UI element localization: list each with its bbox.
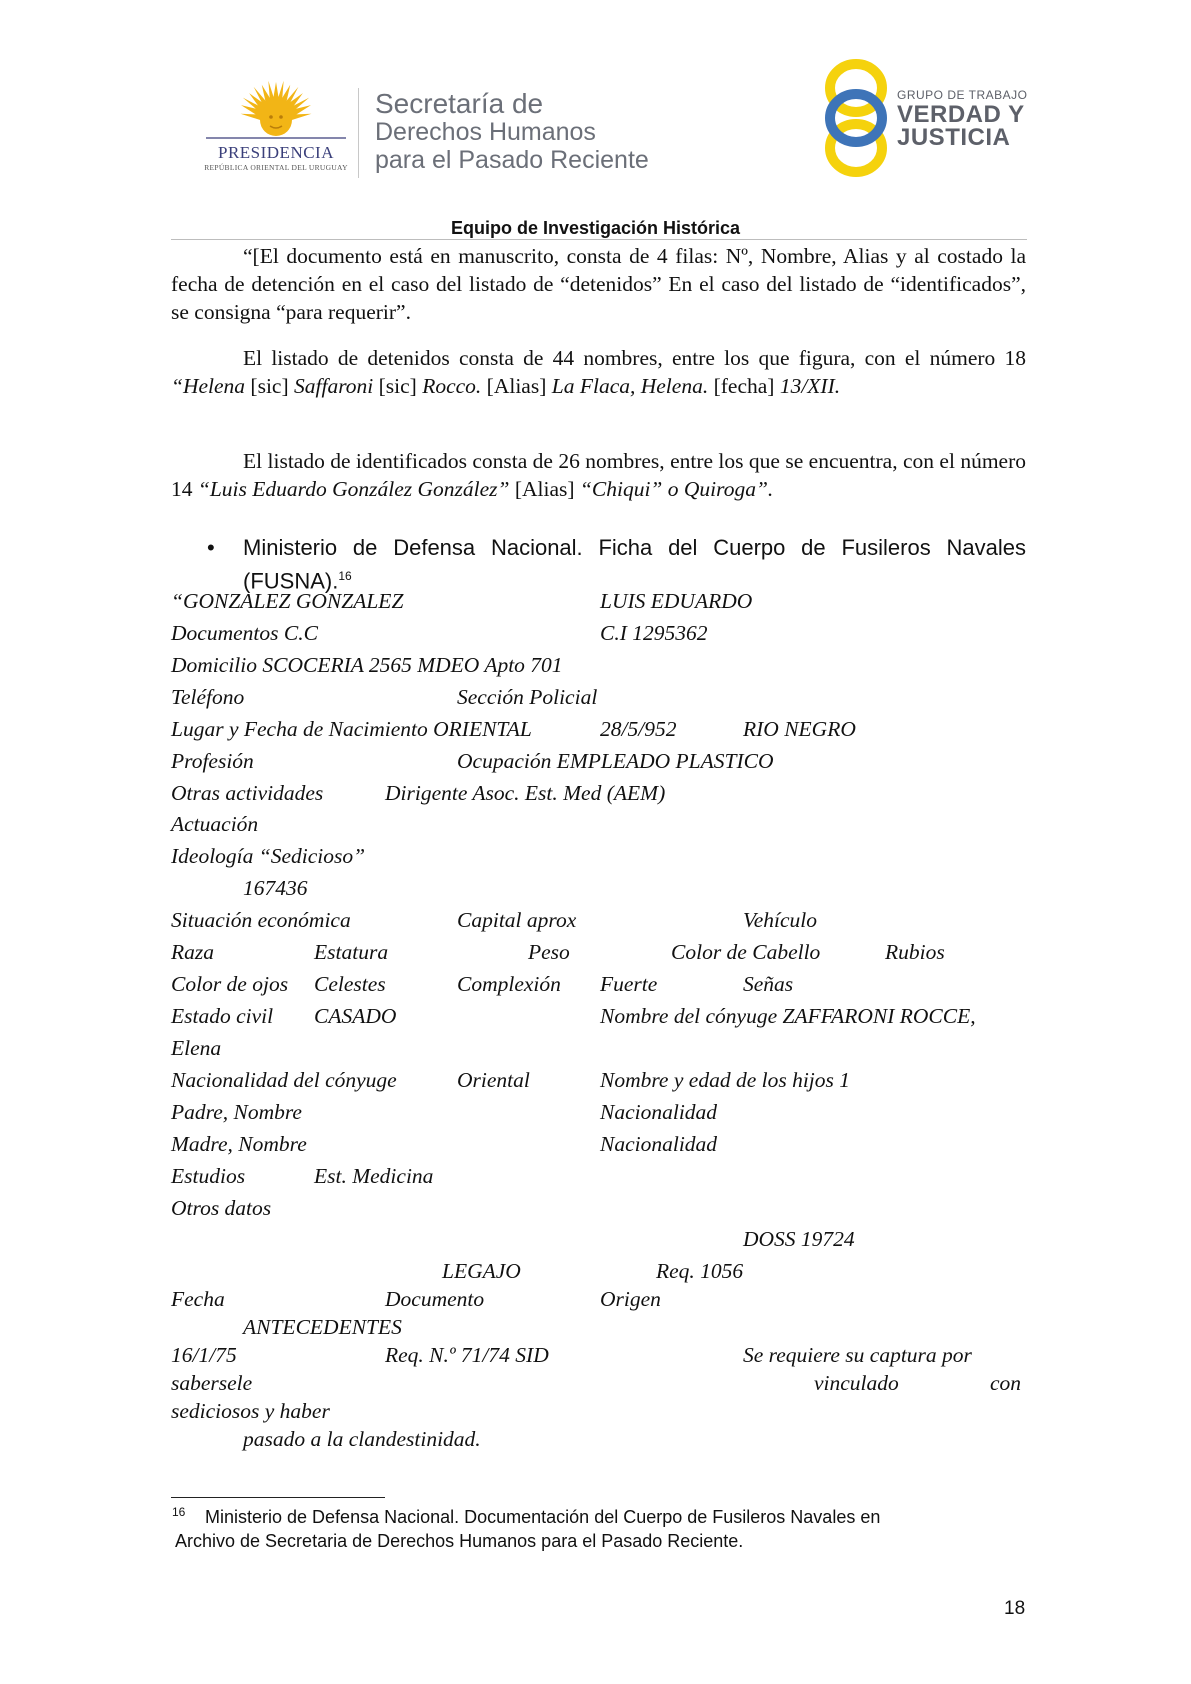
bullet-dot-icon: •	[207, 535, 215, 560]
fusna-field: Señas	[743, 972, 794, 996]
p3-text-a: El listado de identificados consta de 26 nombres, entre los que se encuentra, con el número 14	[171, 449, 1026, 501]
header-rule	[171, 239, 1027, 240]
team-title: Equipo de Investigación Histórica	[450, 218, 741, 238]
fusna-field: Ideología “Sedicioso”	[171, 844, 366, 868]
fusna-field: LEGAJO	[442, 1259, 521, 1283]
footnote-line-1: Ministerio de Defensa Nacional. Documentación del Cuerpo de Fusileros Navales en	[205, 1507, 881, 1527]
bullet-item-fusna	[171, 534, 1026, 595]
fusna-field: 28/5/952	[600, 717, 677, 741]
fusna-field: LUIS EDUARDO	[600, 589, 753, 613]
fusna-field: Vehículo	[743, 908, 818, 932]
fusna-field: Nombre y edad de los hijos 1	[600, 1068, 851, 1092]
fusna-field: Req. N.º 71/74 SID	[385, 1343, 549, 1367]
fusna-field: Madre, Nombre	[171, 1132, 307, 1156]
fusna-field: Teléfono	[171, 685, 245, 709]
fusna-field: Est. Medicina	[314, 1164, 434, 1188]
fusna-field: Raza	[171, 940, 214, 964]
presidencia-label: PRESIDENCIA	[217, 143, 334, 162]
fusna-field: pasado a la clandestinidad.	[243, 1427, 481, 1451]
presidencia-subtitle: REPÚBLICA ORIENTAL DEL URUGUAY	[204, 163, 348, 172]
fusna-field: Ocupación EMPLEADO PLASTICO	[457, 749, 774, 773]
p2-text-g: [Alias]	[486, 374, 547, 398]
fusna-field: Lugar y Fecha de Nacimiento ORIENTAL	[171, 717, 532, 741]
fusna-field: Documentos C.C	[171, 621, 318, 645]
secretaria-line-1: Secretaría de	[375, 88, 544, 119]
p3-text-b: “Luis Eduardo González González”	[197, 477, 510, 501]
fusna-field: Rubios	[885, 940, 945, 964]
fusna-field: Sección Policial	[457, 685, 598, 709]
fusna-field: Estatura	[314, 940, 389, 964]
fusna-field: RIO NEGRO	[743, 717, 856, 741]
paragraph-1-text: “[El documento está en manuscrito, consta de 4 filas: Nº, Nombre, Alias y al costado la fecha de detención en el caso del listado de “detenidos” En el caso del listado de “identificados”, se consigna “para requerir”.	[171, 244, 1026, 324]
fusna-field: Dirigente Asoc. Est. Med (AEM)	[385, 781, 666, 805]
fusna-field: 167436	[243, 876, 308, 900]
fusna-field: 16/1/75	[171, 1343, 237, 1367]
fusna-field: Se requiere su captura por	[743, 1343, 972, 1367]
p2-text-j: 13/XII.	[779, 374, 841, 398]
footnote-number: 16	[172, 1505, 186, 1519]
fusna-field: sabersele	[171, 1371, 253, 1395]
verdad-label: VERDAD Y	[897, 101, 1025, 128]
fusna-field: Celestes	[314, 972, 386, 996]
fusna-field: CASADO	[314, 1004, 397, 1028]
fusna-field: Documento	[385, 1287, 485, 1311]
fusna-field: Situación económica	[171, 908, 351, 932]
fusna-field: Complexión	[457, 972, 561, 996]
p2-text-c: [sic]	[250, 374, 289, 398]
fusna-field: con	[990, 1371, 1022, 1395]
fusna-field: Color de Cabello	[671, 940, 821, 964]
fusna-field: Peso	[528, 940, 570, 964]
grupo-trabajo-label: GRUPO DE TRABAJO	[897, 88, 1028, 102]
secretaria-line-3: para el Pasado Reciente	[375, 146, 649, 174]
fusna-field: Origen	[600, 1287, 661, 1311]
p2-text-h: La Flaca, Helena.	[551, 374, 709, 398]
fusna-field: Elena	[171, 1036, 222, 1060]
p3-text-c: [Alias]	[514, 477, 575, 501]
footnote-reference[interactable]: 16	[338, 569, 352, 583]
page-number: 18	[1004, 1598, 1026, 1619]
p2-text-a: El listado de detenidos consta de 44 nombres, entre los que figura, con el número 18	[243, 346, 1026, 370]
fusna-field: Color de ojos	[171, 972, 289, 996]
secretaria-logo-text	[375, 90, 649, 174]
fusna-field: Fuerte	[600, 972, 658, 996]
p2-text-f: Rocco.	[422, 374, 482, 398]
bullet-text: Ministerio de Defensa Nacional. Ficha del Cuerpo de Fusileros Navales (FUSNA).	[243, 535, 1026, 594]
fusna-field: Nacionalidad	[600, 1100, 718, 1124]
fusna-field: Estado civil	[171, 1004, 274, 1028]
fusna-field: Domicilio SCOCERIA 2565 MDEO Apto 701	[171, 653, 563, 677]
header-divider	[358, 88, 359, 178]
p2-text-d: Saffaroni	[294, 374, 374, 398]
fusna-field: Oriental	[457, 1068, 530, 1092]
paragraph-identificados	[171, 447, 1026, 503]
fusna-field: Nombre del cónyuge ZAFFARONI ROCCE,	[600, 1004, 976, 1028]
paragraph-detenidos	[171, 344, 1026, 400]
fusna-field: DOSS 19724	[743, 1227, 855, 1251]
fusna-field: “GONZALEZ GONZALEZ	[171, 589, 404, 613]
footnote-line-2: Archivo de Secretaria de Derechos Humanos para el Pasado Reciente.	[175, 1531, 744, 1551]
fusna-field: ANTECEDENTES	[243, 1315, 402, 1339]
fusna-field: vinculado	[814, 1371, 899, 1395]
fusna-field: Otros datos	[171, 1196, 272, 1220]
fusna-field: Padre, Nombre	[171, 1100, 302, 1124]
fusna-field: Req. 1056	[656, 1259, 744, 1283]
fusna-field: Otras actividades	[171, 781, 324, 805]
fusna-field: Profesión	[171, 749, 254, 773]
fusna-field: Actuación	[171, 812, 259, 836]
fusna-field: Estudios	[171, 1164, 246, 1188]
fusna-field: Capital aprox	[457, 908, 577, 932]
fusna-field: Nacionalidad del cónyuge	[171, 1068, 397, 1092]
fusna-field: Nacionalidad	[600, 1132, 718, 1156]
fusna-field: C.I 1295362	[600, 621, 708, 645]
p3-text-d: “Chiqui” o Quiroga”.	[579, 477, 774, 501]
fusna-field: sediciosos y haber	[171, 1399, 330, 1423]
p2-text-b: “Helena	[171, 374, 246, 398]
justicia-label: JUSTICIA	[897, 124, 1011, 151]
fusna-field: Fecha	[171, 1287, 225, 1311]
footnote-separator	[171, 1497, 385, 1498]
p2-text-i: [fecha]	[713, 374, 775, 398]
secretaria-line-2: Derechos Humanos	[375, 118, 596, 146]
paragraph-document-description	[171, 242, 1026, 326]
p2-text-e: [sic]	[378, 374, 417, 398]
